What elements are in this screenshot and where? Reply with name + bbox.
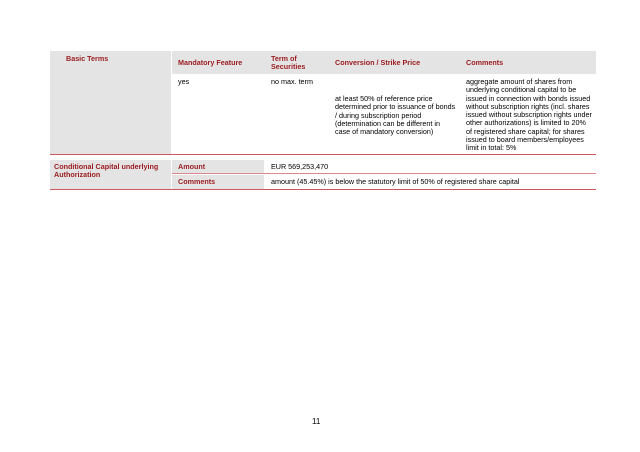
basic-terms-label: Basic Terms xyxy=(66,54,109,63)
amount-label: Amount xyxy=(178,162,206,171)
page-number: 11 xyxy=(312,417,321,426)
cell-mandatory-feature: yes xyxy=(178,77,190,86)
header-comments: Comments xyxy=(466,58,504,67)
comments-label: Comments xyxy=(178,177,216,186)
comments-value: amount (45.45%) is below the statutory limit of 50% of registered share capital xyxy=(271,177,520,186)
amount-row-rule xyxy=(172,173,596,174)
header-term-of-securities: Term of Securities xyxy=(271,54,306,72)
cell-term-of-securities: no max. term xyxy=(271,77,313,86)
cell-conversion-strike-price: at least 50% of reference price determined prior to issuance of bonds / during subscription period (determination can be different in case of mandatory conversion) xyxy=(335,94,456,137)
header-conversion-strike-price: Conversion / Strike Price xyxy=(335,58,421,67)
conditional-capital-bottom-rule xyxy=(50,189,596,190)
basic-terms-label-cell xyxy=(50,51,171,154)
amount-value: EUR 569,253,470 xyxy=(271,162,329,171)
header-mandatory-feature: Mandatory Feature xyxy=(178,58,243,67)
conditional-capital-label: Conditional Capital underlying Authorization xyxy=(54,162,159,180)
cell-comments: aggregate amount of shares from underlying conditional capital to be issued in connection with bonds issued without subscription rights (incl. shares issued without subscription rights under other authorizations) is limited to 20% of registered share capital; for shares issued to board members/employees limit in total: 5% xyxy=(466,77,592,153)
basic-terms-bottom-rule xyxy=(50,154,596,155)
